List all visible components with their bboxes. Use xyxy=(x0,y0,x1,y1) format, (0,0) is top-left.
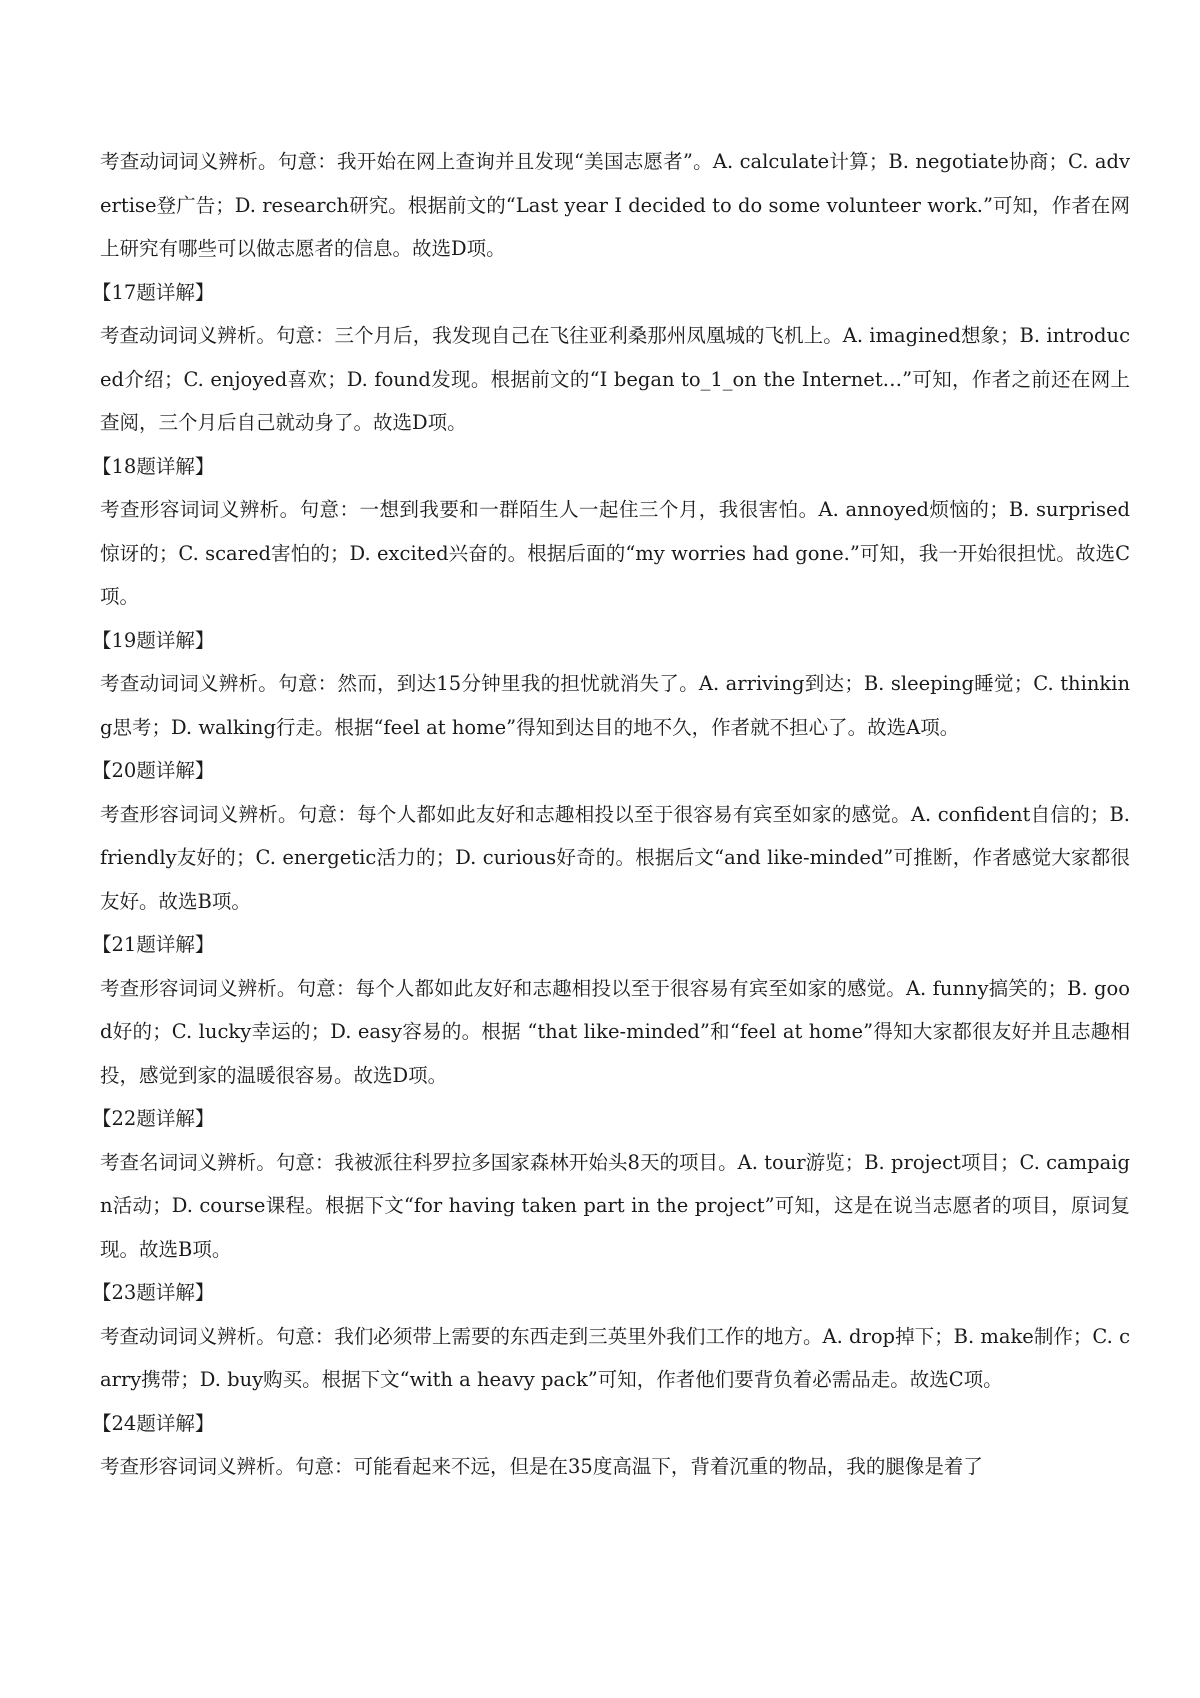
question-heading-24: 【24题详解】 xyxy=(92,1411,215,1435)
explanation-paragraph-21: 考查形容词词义辨析。句意：每个人都如此友好和志趣相投以至于很容易有宾至如家的感觉。A. funny搞笑的；B. good好的；C. lucky幸运的；D. easy容易的。根据 “that like-minded”和“feel at home”得知大家都很友好并且志趣相投，感觉到家的温暖很容易。故选D项。 xyxy=(100,976,1130,1087)
question-heading-20: 【20题详解】 xyxy=(92,759,215,782)
question-heading-19: 【19题详解】 xyxy=(92,628,215,652)
question-heading-22: 【22题详解】 xyxy=(92,1107,215,1130)
explanation-paragraph-24: 考查形容词词义辨析。句意：可能看起来不远，但是在35度高温下，背着沉重的物品，我的腿像是着了 xyxy=(100,1455,983,1478)
explanation-paragraph-22: 考查名词词义辨析。句意：我被派往科罗拉多国家森林开始头8天的项目。A. tour游览；B. project项目；C. campaign活动；D. course课程。根据下文“for having taken part in the project”可知，这是在说当志愿者的项目，原词复现。故选B项。 xyxy=(100,1150,1130,1261)
question-heading-23: 【23题详解】 xyxy=(92,1281,215,1304)
explanation-paragraph-19: 考查动词词义辨析。句意：然而，到达15分钟里我的担忧就消失了。A. arriving到达；B. sleeping睡觉；C. thinking思考；D. walking行走。根据“feel at home”得知到达目的地不久，作者就不担心了。故选A项。 xyxy=(100,672,1130,739)
explanation-paragraph-20: 考查形容词词义辨析。句意：每个人都如此友好和志趣相投以至于很容易有宾至如家的感觉。A. confident自信的；B. friendly友好的；C. energetic活力的；D. curious好奇的。根据后文“and like-minded”可推断，作者感觉大家都很友好。故选B项。 xyxy=(100,802,1130,913)
question-heading-17: 【17题详解】 xyxy=(92,280,215,304)
explanation-paragraph-16: 考查动词词义辨析。句意：我开始在网上查询并且发现“美国志愿者”。A. calculate计算；B. negotiate协商；C. advertise登广告；D. research研究。根据前文的“Last year I decided to do some volunteer work.”可知，作者在网上研究有哪些可以做志愿者的信息。故选D项。 xyxy=(100,150,1130,260)
explanation-paragraph-23: 考查动词词义辨析。句意：我们必须带上需要的东西走到三英里外我们工作的地方。A. drop掉下；B. make制作；C. carry携带；D. buy购买。根据下文“with a heavy pack”可知，作者他们要背负着必需品走。故选C项。 xyxy=(100,1324,1130,1391)
document-body xyxy=(92,140,1130,1489)
question-heading-18: 【18题详解】 xyxy=(92,454,215,478)
question-heading-21: 【21题详解】 xyxy=(92,933,215,956)
explanation-paragraph-17: 考查动词词义辨析。句意：三个月后，我发现自己在飞往亚利桑那州凤凰城的飞机上。A. imagined想象；B. introduced介绍；C. enjoyed喜欢；D. found发现。根据前文的“I began to_1_on the Internet…”可知，作者之前还在网上查阅，三个月后自己就动身了。故选D项。 xyxy=(100,324,1130,434)
explanation-paragraph-18: 考查形容词词义辨析。句意：一想到我要和一群陌生人一起住三个月，我很害怕。A. annoyed烦恼的；B. surprised惊讶的；C. scared害怕的；D. excited兴奋的。根据后面的“my worries had gone.”可知，我一开始很担忧。故选C项。 xyxy=(100,498,1130,608)
